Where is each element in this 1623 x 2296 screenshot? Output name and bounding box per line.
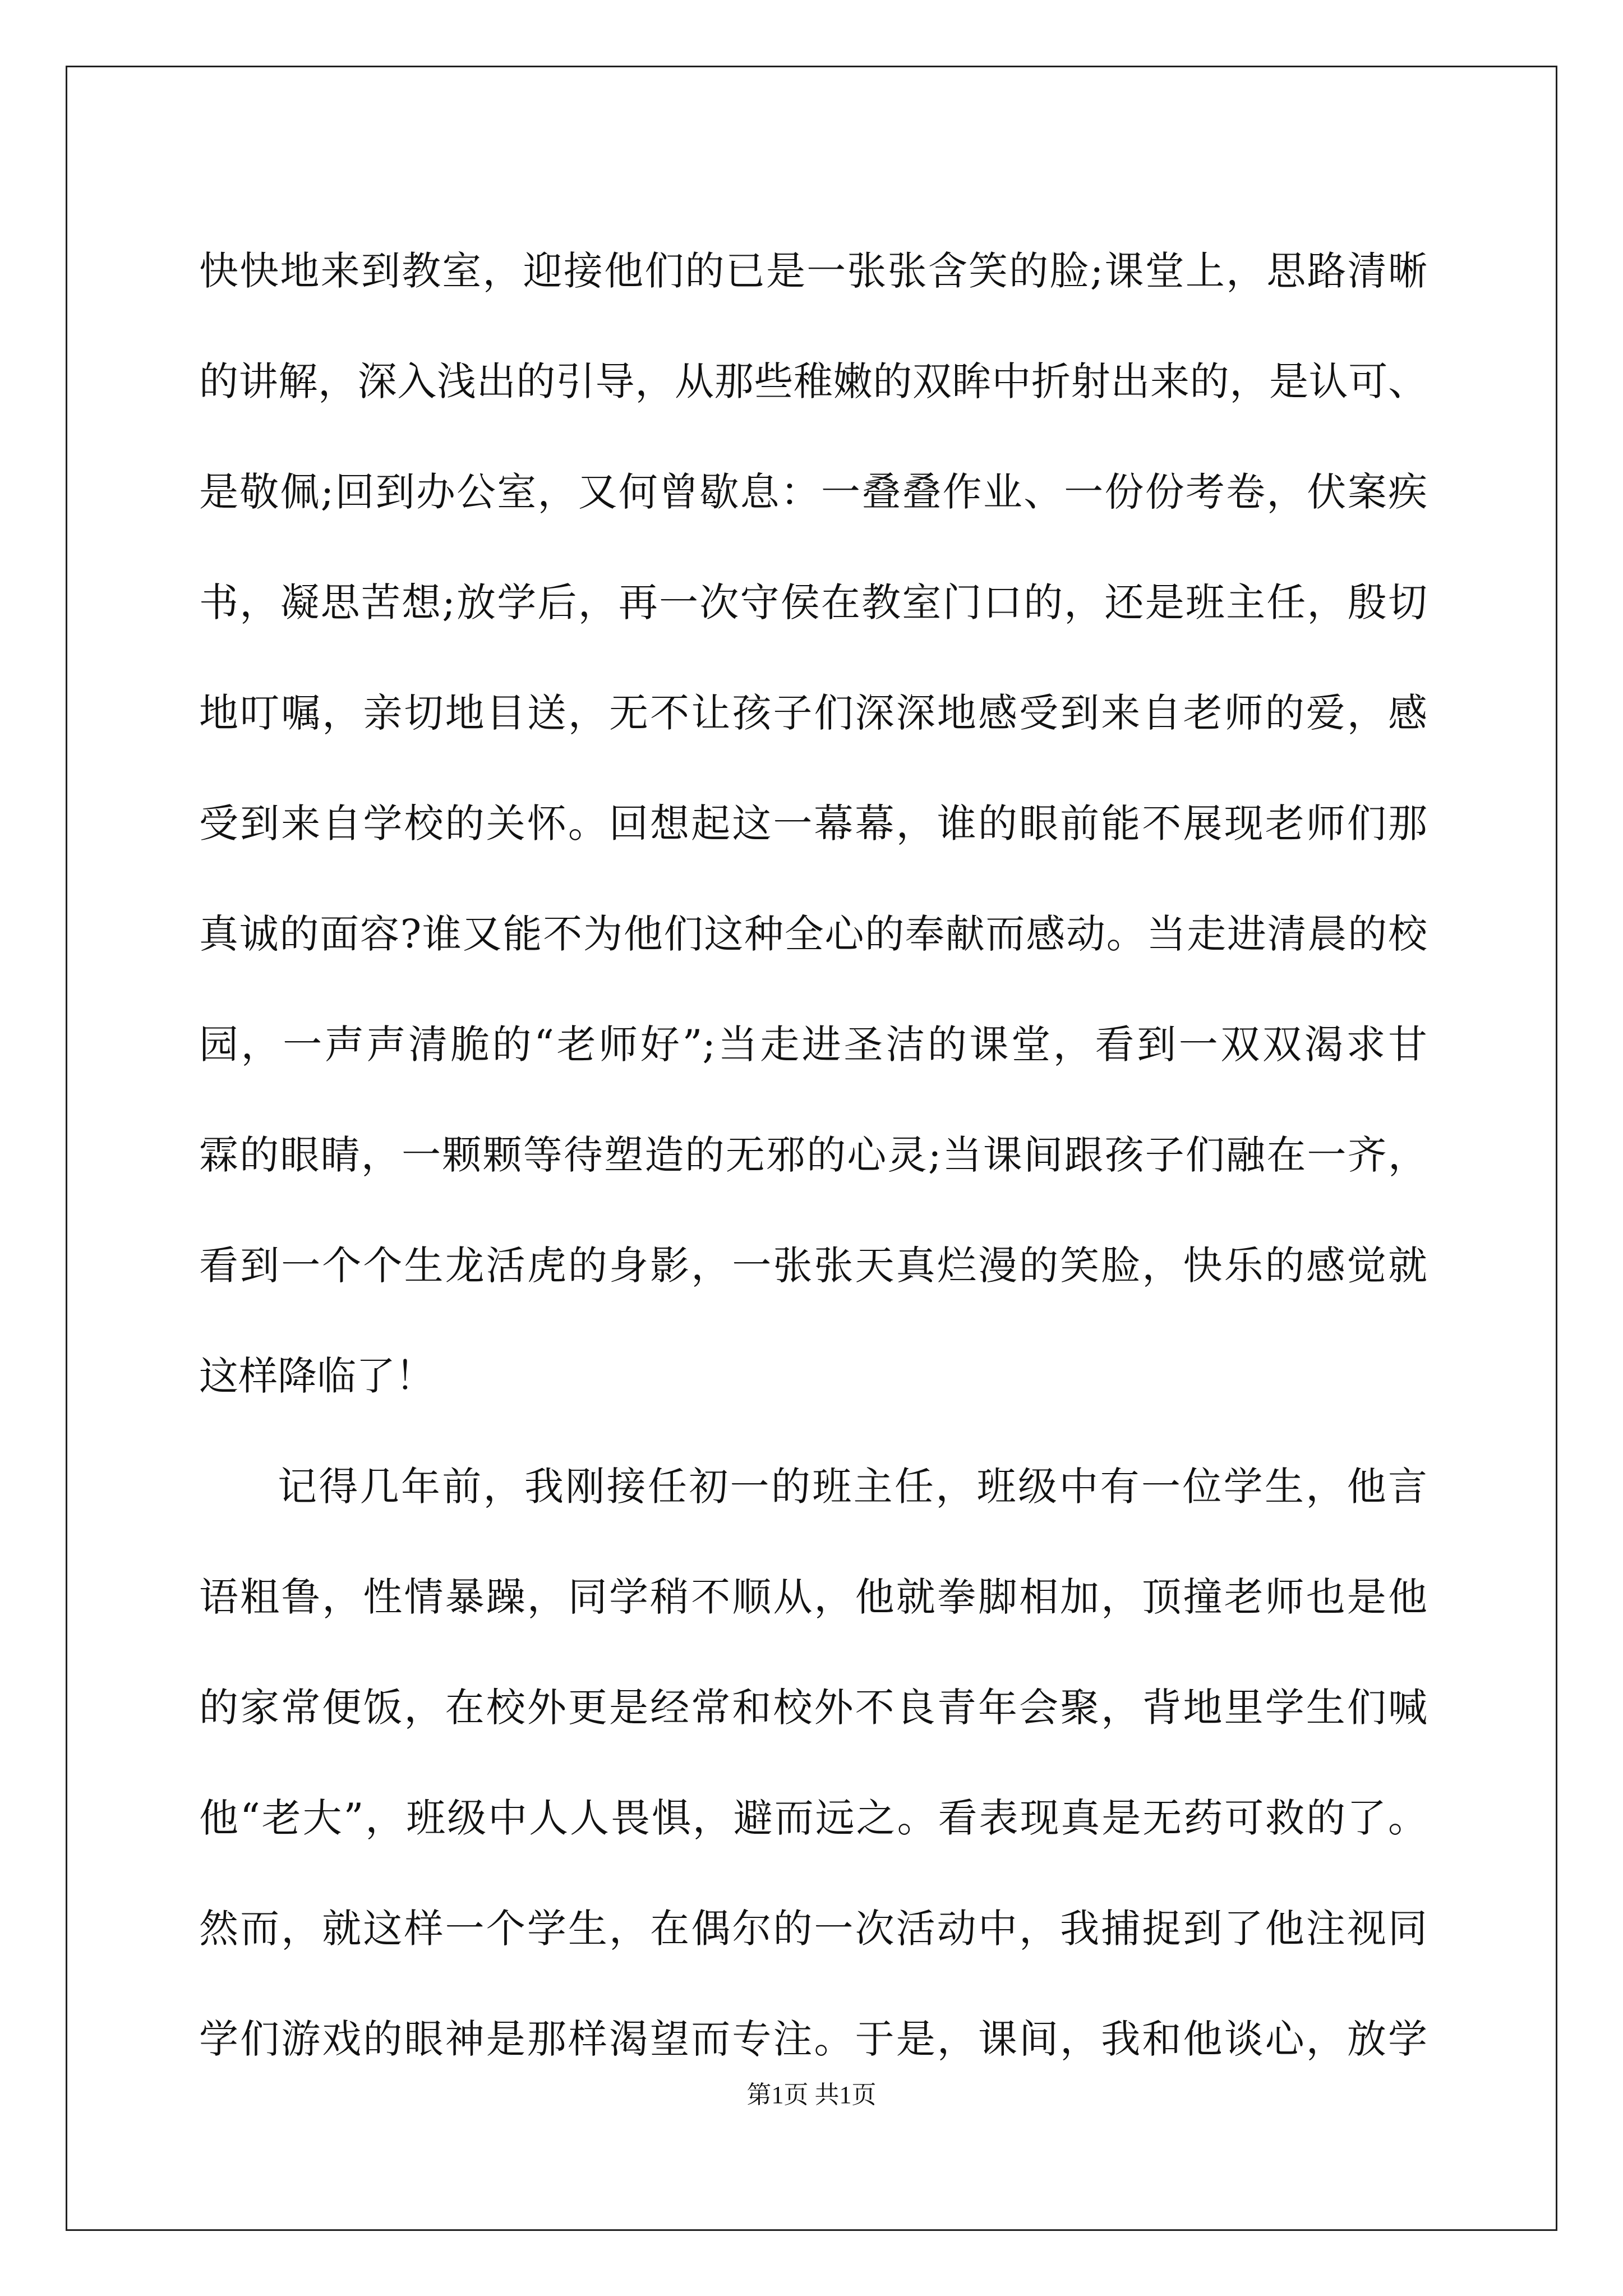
text-line: 记得几年前，我刚接任初一的班主任，班级中有一位学生，他言	[278, 1464, 1427, 1510]
page-footer: 第1页 共1页	[746, 2081, 877, 2109]
text-line: 地叮嘱，亲切地目送，无不让孩子们深深地感受到来自老师的爱，感	[199, 690, 1427, 736]
text-line: 霖的眼睛，一颗颗等待塑造的无邪的心灵;当课间跟孩子们融在一齐，	[199, 1132, 1427, 1178]
text-line: 的讲解，深入浅出的引导，从那些稚嫩的双眸中折射出来的，是认可、	[199, 358, 1427, 404]
text-line: 学们游戏的眼神是那样渴望而专注。于是，课间，我和他谈心，放学	[199, 2016, 1427, 2062]
text-line: 真诚的面容?谁又能不为他们这种全心的奉献而感动。当走进清晨的校	[199, 911, 1427, 957]
text-line: 书，凝思苦想;放学后，再一次守侯在教室门口的，还是班主任，殷切	[199, 579, 1427, 625]
text-line: 语粗鲁，性情暴躁，同学稍不顺从，他就拳脚相加，顶撞老师也是他	[199, 1574, 1427, 1620]
text-line: 看到一个个生龙活虎的身影，一张张天真烂漫的笑脸，快乐的感觉就	[199, 1243, 1427, 1289]
text-line: 然而，就这样一个学生，在偶尔的一次活动中，我捕捉到了他注视同	[199, 1906, 1427, 1952]
text-line: 受到来自学校的关怀。回想起这一幕幕，谁的眼前能不展现老师们那	[199, 800, 1427, 846]
text-line: 的家常便饭，在校外更是经常和校外不良青年会聚，背地里学生们喊	[199, 1685, 1427, 1731]
text-line: 园，一声声清脆的“老师好”;当走进圣洁的课堂，看到一双双渴求甘	[199, 1022, 1427, 1068]
text-line: 这样降临了！	[199, 1353, 435, 1399]
text-line: 他“老大”，班级中人人畏惧，避而远之。看表现真是无药可救的了。	[199, 1795, 1427, 1841]
text-line: 是敬佩;回到办公室，又何曾歇息：一叠叠作业、一份份考卷，伏案疾	[199, 469, 1427, 515]
text-line: 快快地来到教室，迎接他们的已是一张张含笑的脸;课堂上，思路清晰	[199, 248, 1427, 294]
document-body	[199, 216, 1427, 2095]
